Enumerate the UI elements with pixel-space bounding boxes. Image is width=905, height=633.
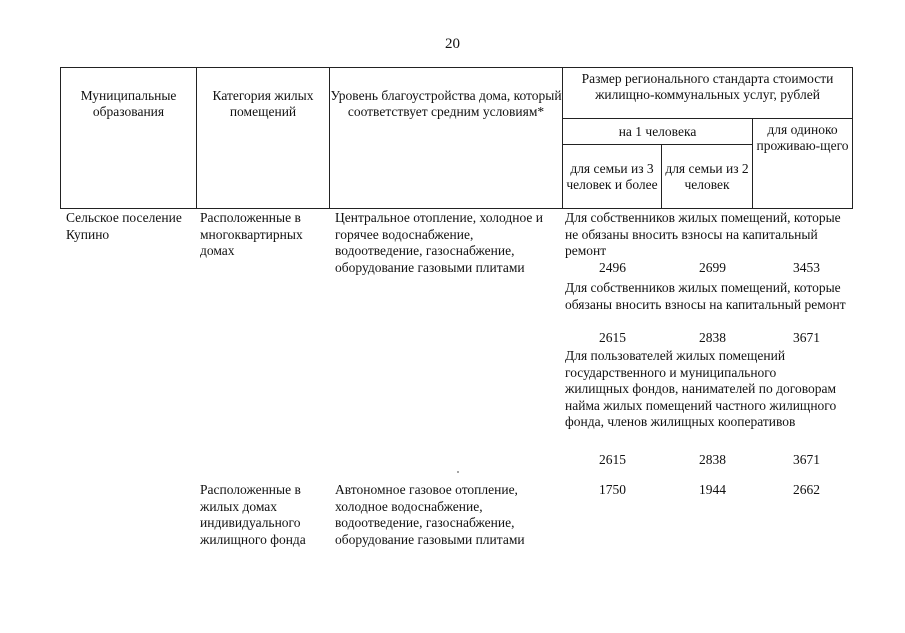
owners-no-fee-family2: 2699 — [699, 260, 726, 275]
tenants-single: 3671 — [793, 452, 820, 467]
header-category: Категория жилых помещений — [197, 68, 330, 209]
owners-no-fee-family3: 2496 — [599, 260, 626, 275]
header-municipalities: Муниципальные образования — [61, 68, 197, 209]
owners-fee-label: Для собственников жилых помещений, которые обязаны вносить взносы на капитальный ремонт — [565, 280, 846, 312]
category-apartment-buildings: Расположенные в многоквартирных домах — [200, 210, 303, 258]
tenants-family2: 2838 — [699, 452, 726, 467]
municipality-name: Сельское поселение Купино — [66, 210, 182, 242]
header-family2: для семьи из 2 человек — [662, 145, 753, 209]
owners-no-fee-label: Для собственников жилых помещений, которые не обязаны вносить взносы на капитальный ремонт — [565, 210, 841, 258]
header-amenities: Уровень благоустройства дома, который соответствует средним условиям* — [330, 68, 563, 209]
header-family3: для семьи из 3 человек и более — [563, 145, 662, 209]
individual-family2: 1944 — [699, 482, 726, 497]
amenities-individual: Автономное газовое отопление, холодное водоснабжение, водоотведение, газоснабжение, оборудование газовыми плитами — [335, 482, 525, 547]
tenants-label: Для пользователей жилых помещений государственного и муниципального жилищных фондов, нанимателей по договорам найма жилых помещений частного жилищного фонда, членов жилищных кооперативов — [565, 348, 837, 429]
individual-single: 2662 — [793, 482, 820, 497]
owners-fee-single: 3671 — [793, 330, 820, 345]
header-standard-size: Размер регионального стандарта стоимости жилищно-коммунальных услуг, рублей — [563, 68, 853, 119]
table-header — [60, 67, 853, 209]
owners-fee-family2: 2838 — [699, 330, 726, 345]
category-individual-houses: Расположенные в жилых домах индивидуального жилищного фонда — [200, 482, 306, 547]
amenities-apartment: Центральное отопление, холодное и горячее водоснабжение, водоотведение, газоснабжение, оборудование газовыми плитами — [335, 210, 543, 275]
page-number: 20 — [445, 36, 460, 52]
header-per-person: на 1 человека — [563, 119, 753, 145]
owners-fee-family3: 2615 — [599, 330, 626, 345]
tenants-family3: 2615 — [599, 452, 626, 467]
scan-speck — [457, 471, 459, 473]
owners-no-fee-single: 3453 — [793, 260, 820, 275]
individual-family3: 1750 — [599, 482, 626, 497]
header-single: для одиноко проживаю-щего — [753, 119, 853, 209]
